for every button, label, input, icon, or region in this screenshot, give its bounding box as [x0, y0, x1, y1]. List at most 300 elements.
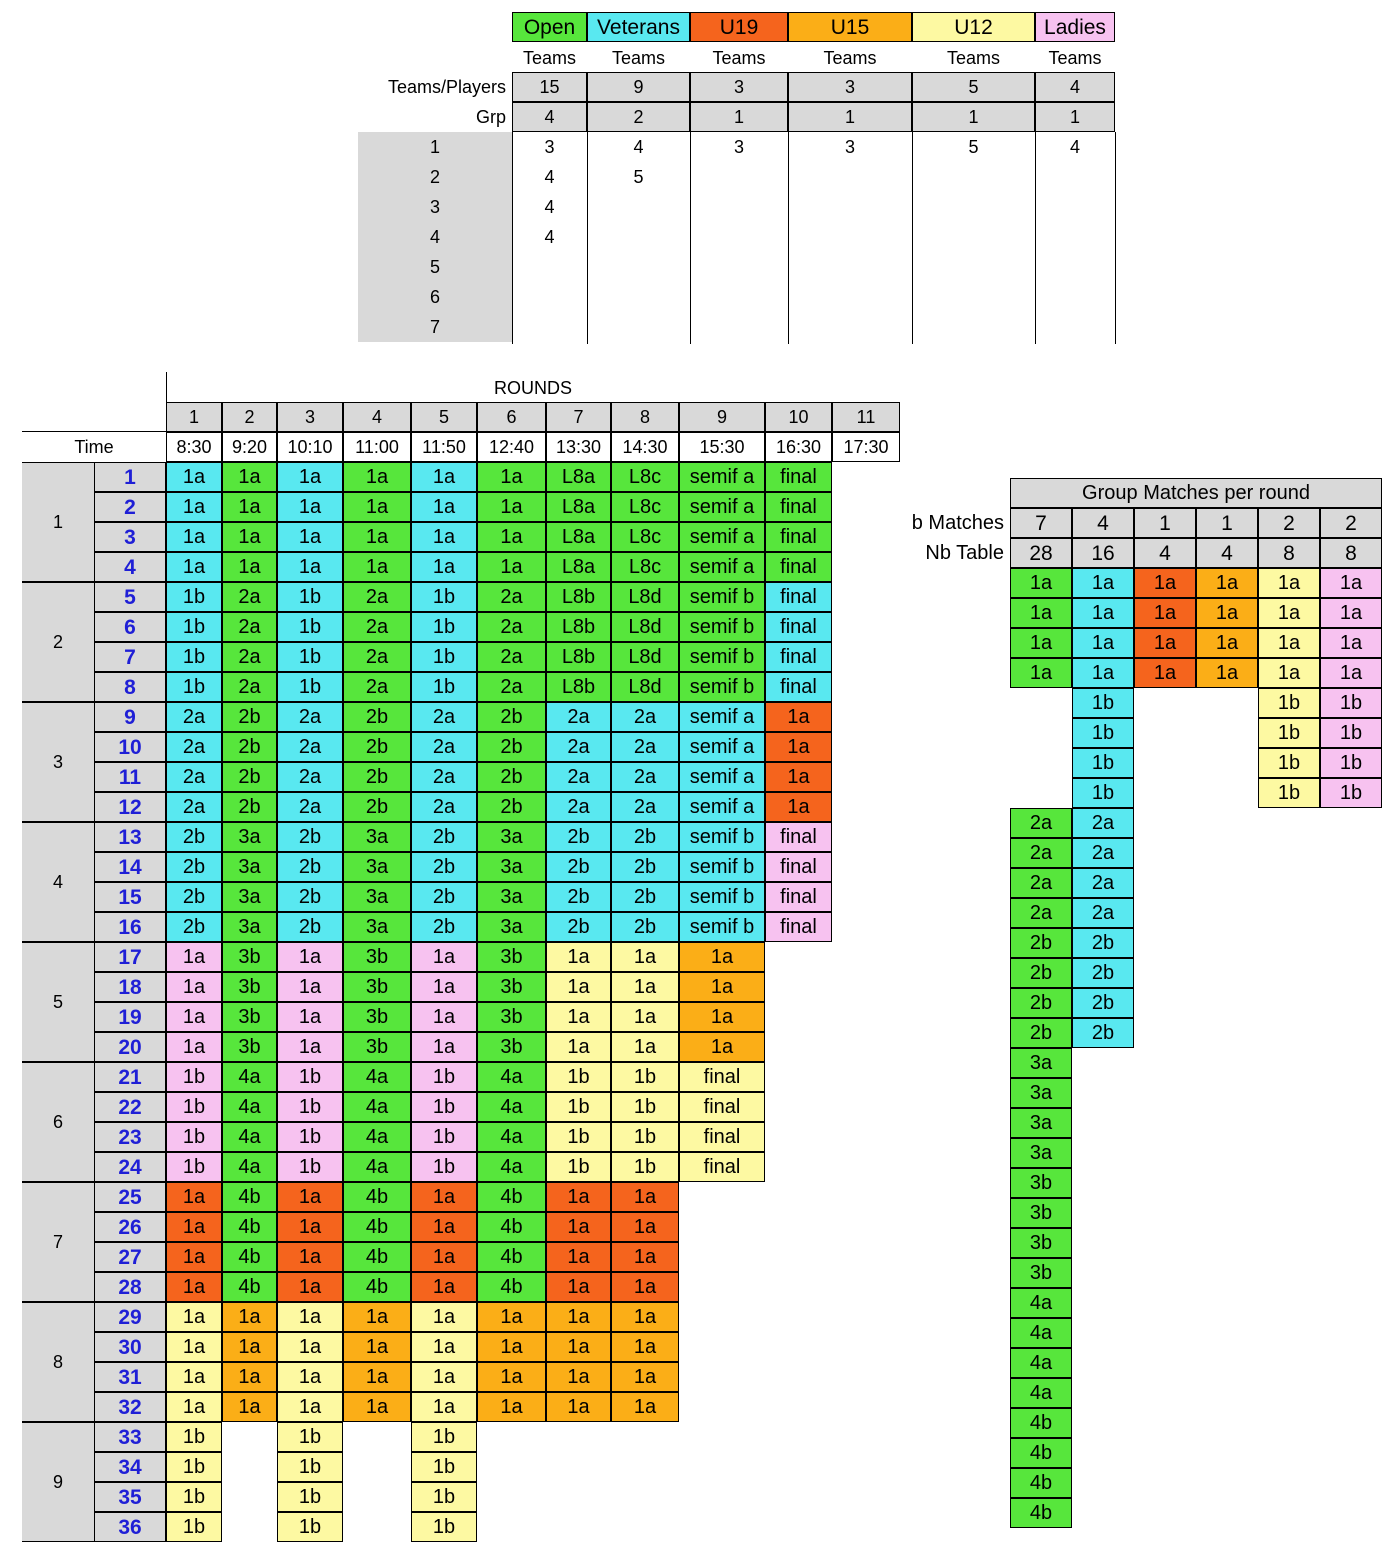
match-cell[interactable]: 1a: [277, 492, 343, 522]
round-number[interactable]: 3: [277, 402, 343, 432]
match-cell[interactable]: 2b: [411, 912, 477, 942]
time-value[interactable]: 11:00: [343, 432, 411, 462]
b-matches-value[interactable]: 1: [1134, 508, 1196, 538]
table-number[interactable]: 1: [94, 462, 166, 492]
table-number[interactable]: 3: [94, 522, 166, 552]
match-count-cell[interactable]: 3a: [1010, 1108, 1072, 1138]
match-cell[interactable]: 1a: [343, 1332, 411, 1362]
match-cell[interactable]: semif b: [679, 582, 765, 612]
match-cell[interactable]: 1b: [411, 582, 477, 612]
group-value[interactable]: [690, 252, 788, 282]
match-cell[interactable]: L8c: [611, 462, 679, 492]
group-value[interactable]: 4: [1069, 137, 1080, 157]
match-cell[interactable]: 3b: [343, 1002, 411, 1032]
match-cell[interactable]: 1a: [343, 1392, 411, 1422]
b-matches-value[interactable]: 1: [1196, 508, 1258, 538]
match-cell[interactable]: L8d: [611, 612, 679, 642]
match-cell[interactable]: 1b: [411, 1422, 477, 1452]
match-cell[interactable]: 3b: [222, 1032, 277, 1062]
group-value[interactable]: [512, 252, 587, 282]
match-cell[interactable]: 1a: [546, 1002, 611, 1032]
match-cell[interactable]: semif b: [679, 822, 765, 852]
category-header[interactable]: Ladies: [1035, 12, 1115, 42]
match-count-cell[interactable]: 1a: [1320, 628, 1382, 658]
group-value[interactable]: [788, 162, 912, 192]
match-cell[interactable]: 1b: [166, 1452, 222, 1482]
group-value[interactable]: [512, 312, 587, 342]
grp-value[interactable]: 2: [587, 102, 690, 132]
match-cell[interactable]: 2b: [277, 912, 343, 942]
group-value[interactable]: 3: [544, 137, 555, 157]
b-matches-value[interactable]: 4: [1072, 508, 1134, 538]
match-cell[interactable]: 1b: [277, 1512, 343, 1542]
group-row-label[interactable]: 7: [358, 312, 512, 342]
table-number[interactable]: 34: [94, 1452, 166, 1482]
match-cell[interactable]: L8a: [546, 492, 611, 522]
table-number[interactable]: 23: [94, 1122, 166, 1152]
match-count-cell[interactable]: 1a: [1320, 658, 1382, 688]
match-cell[interactable]: 1b: [166, 1512, 222, 1542]
match-count-cell[interactable]: 2a: [1010, 868, 1072, 898]
group-value[interactable]: 5: [633, 167, 644, 187]
match-cell[interactable]: 1b: [611, 1062, 679, 1092]
match-cell[interactable]: 4a: [222, 1092, 277, 1122]
match-cell[interactable]: 1b: [611, 1122, 679, 1152]
b-matches-value[interactable]: 2: [1320, 508, 1382, 538]
match-count-cell[interactable]: 3b: [1010, 1228, 1072, 1258]
match-cell[interactable]: 1b: [277, 1062, 343, 1092]
match-cell[interactable]: 2a: [343, 642, 411, 672]
match-cell[interactable]: 1b: [166, 672, 222, 702]
teams-label[interactable]: Teams: [522, 48, 576, 68]
group-value[interactable]: [788, 222, 912, 252]
match-cell[interactable]: 1a: [343, 1362, 411, 1392]
table-number[interactable]: 35: [94, 1482, 166, 1512]
table-number[interactable]: 15: [94, 882, 166, 912]
match-cell[interactable]: 1b: [411, 1092, 477, 1122]
match-cell[interactable]: 1a: [546, 1182, 611, 1212]
match-cell[interactable]: 2a: [277, 792, 343, 822]
match-cell[interactable]: L8a: [546, 522, 611, 552]
match-cell[interactable]: 1b: [611, 1092, 679, 1122]
match-cell[interactable]: 1b: [411, 1482, 477, 1512]
nb-table-value[interactable]: 16: [1072, 538, 1134, 568]
match-cell[interactable]: 2b: [546, 912, 611, 942]
match-count-cell[interactable]: 3a: [1010, 1138, 1072, 1168]
match-cell[interactable]: 1b: [277, 1152, 343, 1182]
match-cell[interactable]: 2b: [411, 822, 477, 852]
match-count-cell[interactable]: 3b: [1010, 1198, 1072, 1228]
match-cell[interactable]: 1a: [166, 942, 222, 972]
match-count-cell[interactable]: 4a: [1010, 1288, 1072, 1318]
match-count-cell[interactable]: 3b: [1010, 1168, 1072, 1198]
match-cell[interactable]: 2a: [611, 732, 679, 762]
match-cell[interactable]: 1a: [222, 1332, 277, 1362]
match-cell[interactable]: 4b: [222, 1242, 277, 1272]
match-count-cell[interactable]: 1b: [1320, 688, 1382, 718]
time-value[interactable]: 16:30: [765, 432, 832, 462]
match-cell[interactable]: semif a: [679, 462, 765, 492]
grp-label[interactable]: Grp: [475, 107, 506, 127]
match-count-cell[interactable]: 1a: [1010, 598, 1072, 628]
match-cell[interactable]: 4b: [343, 1272, 411, 1302]
match-cell[interactable]: 1a: [411, 942, 477, 972]
match-cell[interactable]: 3a: [222, 852, 277, 882]
match-cell[interactable]: 2b: [477, 792, 546, 822]
match-cell[interactable]: 1a: [546, 1272, 611, 1302]
group-value[interactable]: 3: [733, 137, 744, 157]
group-block[interactable]: 3: [22, 702, 94, 822]
time-value[interactable]: 17:30: [832, 432, 900, 462]
match-count-cell[interactable]: 1a: [1320, 568, 1382, 598]
match-cell[interactable]: 1a: [166, 1212, 222, 1242]
group-value[interactable]: 4: [633, 137, 644, 157]
match-cell[interactable]: L8c: [611, 522, 679, 552]
match-count-cell[interactable]: 1a: [1134, 568, 1196, 598]
match-cell[interactable]: 3b: [222, 942, 277, 972]
match-cell[interactable]: 3a: [222, 912, 277, 942]
match-cell[interactable]: 2a: [166, 792, 222, 822]
match-cell[interactable]: 1b: [166, 642, 222, 672]
match-cell[interactable]: 1a: [765, 732, 832, 762]
match-cell[interactable]: L8a: [546, 462, 611, 492]
match-cell[interactable]: 1a: [477, 552, 546, 582]
group-value[interactable]: [1035, 312, 1115, 342]
match-cell[interactable]: 4b: [222, 1212, 277, 1242]
match-cell[interactable]: 1a: [343, 1302, 411, 1332]
match-cell[interactable]: 1b: [166, 1062, 222, 1092]
match-cell[interactable]: 1a: [343, 462, 411, 492]
match-count-cell[interactable]: 2a: [1072, 808, 1134, 838]
match-cell[interactable]: 2a: [411, 732, 477, 762]
group-value[interactable]: [912, 282, 1035, 312]
match-cell[interactable]: semif a: [679, 492, 765, 522]
match-cell[interactable]: 2b: [277, 852, 343, 882]
match-count-cell[interactable]: 1b: [1072, 688, 1134, 718]
match-cell[interactable]: 4a: [477, 1152, 546, 1182]
match-cell[interactable]: final: [765, 822, 832, 852]
match-cell[interactable]: 2a: [343, 672, 411, 702]
match-cell[interactable]: 4b: [477, 1182, 546, 1212]
match-cell[interactable]: 1a: [277, 522, 343, 552]
match-cell[interactable]: final: [765, 492, 832, 522]
group-row-label[interactable]: 2: [358, 162, 512, 192]
match-cell[interactable]: 1a: [477, 1332, 546, 1362]
match-cell[interactable]: 1b: [411, 672, 477, 702]
match-cell[interactable]: L8d: [611, 582, 679, 612]
group-value[interactable]: [1035, 162, 1115, 192]
match-count-cell[interactable]: 1b: [1258, 748, 1320, 778]
nb-table-value[interactable]: 8: [1258, 538, 1320, 568]
match-cell[interactable]: semif a: [679, 762, 765, 792]
match-cell[interactable]: L8b: [546, 672, 611, 702]
round-number[interactable]: 11: [832, 402, 900, 432]
b-matches-value[interactable]: 2: [1258, 508, 1320, 538]
match-cell[interactable]: 1a: [411, 1242, 477, 1272]
match-cell[interactable]: 1a: [546, 942, 611, 972]
match-cell[interactable]: 1b: [277, 642, 343, 672]
table-number[interactable]: 6: [94, 612, 166, 642]
match-cell[interactable]: 1a: [611, 972, 679, 1002]
table-number[interactable]: 2: [94, 492, 166, 522]
match-cell[interactable]: 1a: [477, 522, 546, 552]
match-cell[interactable]: 1a: [166, 1032, 222, 1062]
match-cell[interactable]: 1a: [222, 1302, 277, 1332]
match-cell[interactable]: 2b: [546, 852, 611, 882]
match-count-cell[interactable]: 1a: [1196, 568, 1258, 598]
match-cell[interactable]: 2b: [222, 732, 277, 762]
group-row-label[interactable]: 1: [358, 132, 512, 162]
match-cell[interactable]: 1a: [277, 1272, 343, 1302]
group-value[interactable]: 4: [544, 227, 555, 247]
match-cell[interactable]: 1a: [411, 1182, 477, 1212]
match-cell[interactable]: 1b: [166, 582, 222, 612]
table-number[interactable]: 9: [94, 702, 166, 732]
match-cell[interactable]: 1a: [343, 492, 411, 522]
table-number[interactable]: 26: [94, 1212, 166, 1242]
match-cell[interactable]: 2a: [222, 642, 277, 672]
match-cell[interactable]: 1a: [277, 552, 343, 582]
match-cell[interactable]: 1a: [611, 1362, 679, 1392]
table-number[interactable]: 21: [94, 1062, 166, 1092]
group-value[interactable]: [1035, 282, 1115, 312]
match-cell[interactable]: 2b: [546, 822, 611, 852]
match-cell[interactable]: semif a: [679, 732, 765, 762]
match-cell[interactable]: 1a: [679, 942, 765, 972]
match-cell[interactable]: 2a: [546, 792, 611, 822]
match-cell[interactable]: 3b: [343, 1032, 411, 1062]
match-count-cell[interactable]: 3a: [1010, 1078, 1072, 1108]
match-cell[interactable]: L8c: [611, 492, 679, 522]
match-cell[interactable]: 1a: [277, 1212, 343, 1242]
match-count-cell[interactable]: 1a: [1010, 658, 1072, 688]
match-count-cell[interactable]: 1a: [1134, 658, 1196, 688]
match-cell[interactable]: 1b: [277, 1452, 343, 1482]
match-cell[interactable]: 2b: [343, 792, 411, 822]
table-number[interactable]: 13: [94, 822, 166, 852]
match-cell[interactable]: 1b: [166, 1482, 222, 1512]
group-block[interactable]: 5: [22, 942, 94, 1062]
match-cell[interactable]: 2b: [343, 702, 411, 732]
match-count-cell[interactable]: 2a: [1072, 838, 1134, 868]
match-cell[interactable]: 1a: [611, 1212, 679, 1242]
group-value[interactable]: [1035, 192, 1115, 222]
time-value[interactable]: 11:50: [411, 432, 477, 462]
match-cell[interactable]: 3b: [343, 942, 411, 972]
group-block[interactable]: 6: [22, 1062, 94, 1182]
category-header[interactable]: U12: [912, 12, 1035, 42]
match-count-cell[interactable]: 1b: [1320, 718, 1382, 748]
match-cell[interactable]: 4a: [477, 1122, 546, 1152]
match-cell[interactable]: 2b: [477, 762, 546, 792]
match-cell[interactable]: 2a: [411, 702, 477, 732]
group-value[interactable]: [788, 282, 912, 312]
match-cell[interactable]: 1a: [166, 972, 222, 1002]
group-value[interactable]: [587, 252, 690, 282]
table-number[interactable]: 14: [94, 852, 166, 882]
match-cell[interactable]: 2b: [411, 882, 477, 912]
match-count-cell[interactable]: 1a: [1072, 628, 1134, 658]
table-number[interactable]: 20: [94, 1032, 166, 1062]
match-cell[interactable]: final: [679, 1122, 765, 1152]
teams-players-value[interactable]: 15: [512, 72, 587, 102]
match-cell[interactable]: final: [765, 642, 832, 672]
match-cell[interactable]: 3a: [343, 882, 411, 912]
match-cell[interactable]: 4a: [222, 1122, 277, 1152]
match-cell[interactable]: 4b: [477, 1242, 546, 1272]
group-value[interactable]: [912, 192, 1035, 222]
group-value[interactable]: [690, 222, 788, 252]
match-cell[interactable]: 4a: [343, 1062, 411, 1092]
match-cell[interactable]: 2a: [166, 732, 222, 762]
match-cell[interactable]: L8d: [611, 672, 679, 702]
match-cell[interactable]: 2a: [343, 582, 411, 612]
match-cell[interactable]: 1a: [411, 492, 477, 522]
match-count-cell[interactable]: 2b: [1072, 988, 1134, 1018]
match-count-cell[interactable]: 3b: [1010, 1258, 1072, 1288]
match-count-cell[interactable]: 1a: [1134, 598, 1196, 628]
match-cell[interactable]: L8c: [611, 552, 679, 582]
match-cell[interactable]: 4a: [477, 1092, 546, 1122]
match-cell[interactable]: 1a: [765, 792, 832, 822]
match-cell[interactable]: 1a: [611, 1392, 679, 1422]
group-value[interactable]: [587, 282, 690, 312]
round-number[interactable]: 1: [166, 402, 222, 432]
match-cell[interactable]: 1a: [611, 1032, 679, 1062]
match-cell[interactable]: 4b: [343, 1182, 411, 1212]
match-cell[interactable]: 1a: [222, 552, 277, 582]
match-cell[interactable]: 1a: [277, 1392, 343, 1422]
match-cell[interactable]: 1a: [411, 1272, 477, 1302]
rounds-label[interactable]: ROUNDS: [493, 378, 572, 398]
match-cell[interactable]: semif b: [679, 672, 765, 702]
match-count-cell[interactable]: 2b: [1072, 1018, 1134, 1048]
match-cell[interactable]: 1a: [765, 702, 832, 732]
match-cell[interactable]: 1b: [546, 1122, 611, 1152]
teams-label[interactable]: Teams: [946, 48, 1000, 68]
match-cell[interactable]: 1a: [222, 462, 277, 492]
match-cell[interactable]: 3b: [343, 972, 411, 1002]
teams-label[interactable]: Teams: [1048, 48, 1102, 68]
match-count-cell[interactable]: 1a: [1258, 598, 1320, 628]
match-cell[interactable]: final: [765, 582, 832, 612]
time-value[interactable]: 15:30: [679, 432, 765, 462]
match-cell[interactable]: 3a: [477, 822, 546, 852]
match-cell[interactable]: 1a: [277, 1002, 343, 1032]
match-cell[interactable]: final: [679, 1152, 765, 1182]
match-cell[interactable]: 3a: [343, 822, 411, 852]
match-cell[interactable]: 1a: [277, 462, 343, 492]
grp-value[interactable]: 1: [912, 102, 1035, 132]
match-cell[interactable]: semif a: [679, 522, 765, 552]
round-number[interactable]: 10: [765, 402, 832, 432]
match-cell[interactable]: 1a: [546, 1332, 611, 1362]
match-cell[interactable]: 4a: [477, 1062, 546, 1092]
match-cell[interactable]: 2a: [166, 762, 222, 792]
match-cell[interactable]: 1b: [411, 1062, 477, 1092]
match-cell[interactable]: 3a: [477, 882, 546, 912]
match-cell[interactable]: final: [765, 882, 832, 912]
match-cell[interactable]: 1b: [546, 1062, 611, 1092]
b-matches-label[interactable]: b Matches: [911, 512, 1004, 534]
match-cell[interactable]: 1a: [411, 462, 477, 492]
match-count-cell[interactable]: 1b: [1072, 748, 1134, 778]
match-cell[interactable]: 4a: [343, 1122, 411, 1152]
match-cell[interactable]: 2a: [546, 732, 611, 762]
match-cell[interactable]: 1a: [611, 1242, 679, 1272]
group-block[interactable]: 1: [22, 462, 94, 582]
match-count-cell[interactable]: 1a: [1072, 598, 1134, 628]
teams-players-value[interactable]: 3: [690, 72, 788, 102]
match-count-cell[interactable]: 4b: [1010, 1498, 1072, 1528]
match-cell[interactable]: 2a: [222, 672, 277, 702]
match-count-cell[interactable]: 1a: [1196, 598, 1258, 628]
match-cell[interactable]: 4b: [222, 1272, 277, 1302]
group-value[interactable]: [587, 312, 690, 342]
match-count-cell[interactable]: 1b: [1258, 778, 1320, 808]
table-number[interactable]: 18: [94, 972, 166, 1002]
match-cell[interactable]: 1b: [277, 672, 343, 702]
match-cell[interactable]: 1a: [277, 1332, 343, 1362]
match-cell[interactable]: 2a: [222, 582, 277, 612]
match-cell[interactable]: 1a: [679, 972, 765, 1002]
match-cell[interactable]: 1a: [411, 1332, 477, 1362]
match-count-cell[interactable]: 1a: [1320, 598, 1382, 628]
match-count-cell[interactable]: 1b: [1258, 688, 1320, 718]
grp-value[interactable]: 1: [1035, 102, 1115, 132]
match-count-cell[interactable]: 2a: [1010, 898, 1072, 928]
match-cell[interactable]: 1b: [411, 642, 477, 672]
match-count-cell[interactable]: 2b: [1010, 928, 1072, 958]
match-cell[interactable]: 2b: [222, 762, 277, 792]
match-cell[interactable]: 1b: [166, 612, 222, 642]
group-row-label[interactable]: 4: [358, 222, 512, 252]
match-cell[interactable]: L8b: [546, 612, 611, 642]
time-value[interactable]: 10:10: [277, 432, 343, 462]
match-cell[interactable]: 1a: [222, 492, 277, 522]
match-cell[interactable]: 1a: [166, 492, 222, 522]
group-row-label[interactable]: 6: [358, 282, 512, 312]
nb-table-value[interactable]: 4: [1134, 538, 1196, 568]
nb-table-value[interactable]: 8: [1320, 538, 1382, 568]
table-number[interactable]: 4: [94, 552, 166, 582]
match-cell[interactable]: 2b: [222, 702, 277, 732]
match-cell[interactable]: 4b: [343, 1212, 411, 1242]
match-cell[interactable]: 2b: [611, 912, 679, 942]
category-header[interactable]: U19: [690, 12, 788, 42]
match-cell[interactable]: 1a: [765, 762, 832, 792]
group-block[interactable]: 8: [22, 1302, 94, 1422]
match-cell[interactable]: 1a: [411, 1032, 477, 1062]
match-cell[interactable]: 1a: [277, 942, 343, 972]
match-count-cell[interactable]: 2a: [1072, 868, 1134, 898]
group-value[interactable]: [1035, 222, 1115, 252]
match-cell[interactable]: 1a: [277, 1182, 343, 1212]
match-cell[interactable]: 1a: [166, 1392, 222, 1422]
match-cell[interactable]: 3b: [477, 972, 546, 1002]
match-cell[interactable]: 1b: [546, 1092, 611, 1122]
match-cell[interactable]: 1b: [546, 1152, 611, 1182]
match-count-cell[interactable]: 1a: [1258, 568, 1320, 598]
match-cell[interactable]: 2b: [611, 882, 679, 912]
grp-value[interactable]: 4: [512, 102, 587, 132]
teams-label[interactable]: Teams: [712, 48, 766, 68]
match-count-cell[interactable]: 2a: [1010, 838, 1072, 868]
match-cell[interactable]: 1a: [222, 1362, 277, 1392]
group-block[interactable]: 9: [22, 1422, 94, 1542]
match-cell[interactable]: 3a: [343, 912, 411, 942]
match-cell[interactable]: 4b: [222, 1182, 277, 1212]
